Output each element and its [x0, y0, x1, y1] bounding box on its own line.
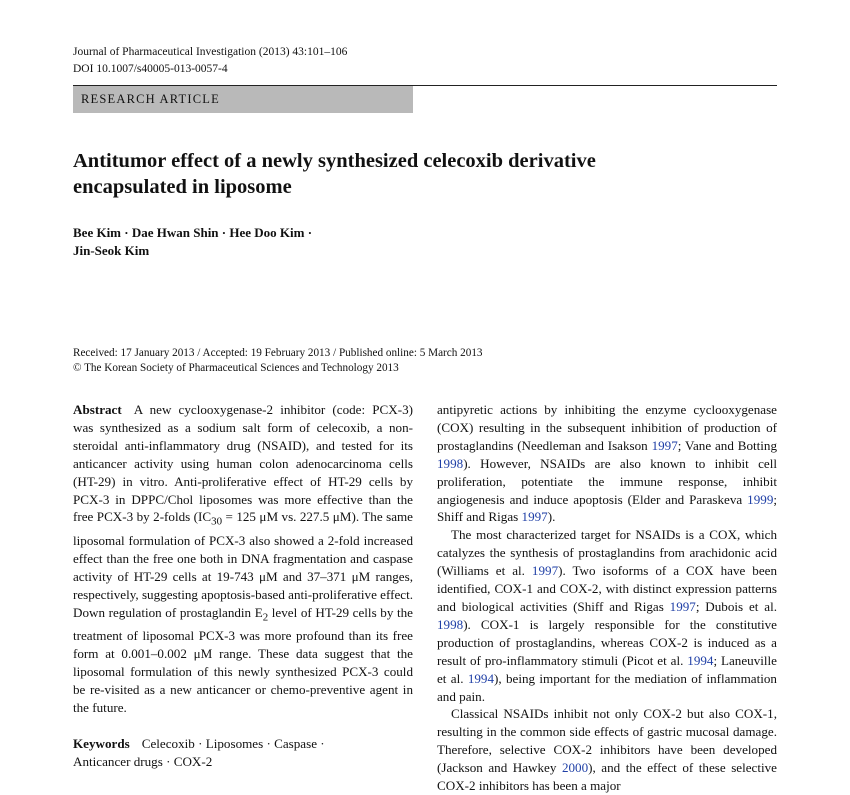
dates-line: Received: 17 January 2013 / Accepted: 19 February 2013 / Published online: 5 March 2013: [73, 347, 483, 359]
article-title: Antitumor effect of a newly synthesized celecoxib derivative encapsulated in liposome: [73, 150, 596, 198]
article-type: RESEARCH ARTICLE: [81, 92, 220, 106]
abstract-heading: Abstract: [73, 402, 122, 417]
citation-link[interactable]: 1998: [437, 616, 464, 632]
citation-link[interactable]: 1997: [521, 509, 548, 525]
doi: DOI 10.1007/s40005-013-0057-4: [73, 63, 228, 75]
keywords-line1: Celecoxib · Liposomes · Caspase ·: [141, 735, 325, 751]
left-column: [73, 401, 413, 770]
citation-link[interactable]: 1994: [467, 670, 495, 686]
citation-link[interactable]: 1998: [437, 455, 464, 471]
right-column: [437, 401, 777, 795]
keywords: [73, 735, 413, 771]
copyright-line: © The Korean Society of Pharmaceutical Sciences and Technology 2013: [73, 362, 399, 374]
journal-citation: Journal of Pharmaceutical Investigation (2013) 43:101–106: [73, 46, 348, 58]
citation-link[interactable]: 1994: [687, 652, 714, 668]
citation-link[interactable]: 1997: [531, 563, 559, 579]
paragraph-1: antipyretic actions by inhibiting the enzyme cyclooxygenase (COX) resulting in the subsequent inhibition of production of prostaglandins (Needleman and Isakson 1997; Vane and Botting 1998). However, NSAIDs are also known to inhibit cell proliferation, potentiate the immune response, inhibit angiogenesis and induce apoptosis (Elder and Paraskeva 1999; Shiff and Rigas 1997).: [437, 402, 777, 525]
abstract: Abstract A new cyclooxygenase-2 inhibitor (code: PCX-3) was synthesized as a sodium salt form of celecoxib, a non-steroidal anti-inflammatory drug (NSAID), and tested for its anticancer activity using human colon adenocarcinoma cells (HT-29) in vitro. Anti-proliferative effect of HT-29 cells by PCX-3 in DPPC/Chol liposomes was more effective than the free PCX-3 by 2-folds ($IC_{30} = 125$ μM vs. 227.5 μM). The same liposomal formulation of PCX-3 also showed a 2-fold increased effect than the free one both in DNA fragmentation and caspase activity of HT-29 cells at 19-743 μM and 37–371 μM ranges, respectively, suggesting apoptosis-based anti-proliferative effect. Down regulation of prostaglandin $E_2$ level of HT-29 cells by the treatment of liposomal PCX-3 was more profound than its free form at 0.001–0.002 μM range. These data suggest that the liposomal formulation of this newly synthesized PCX-3 could be re-visited as a new anticancer or chemo-preventive agent in the future.: [73, 402, 413, 715]
citation-link[interactable]: 1999: [747, 491, 774, 507]
keywords-heading: Keywords: [73, 735, 130, 751]
authors: Bee Kim · Dae Hwan Shin · Hee Doo Kim · Jin-Seok Kim: [73, 225, 313, 258]
citation-link[interactable]: 1997: [669, 598, 696, 614]
citation-link[interactable]: 1997: [651, 437, 678, 453]
citation-link[interactable]: 2000: [561, 760, 589, 776]
publication-dates: [73, 346, 483, 376]
article-type-bar: [73, 86, 413, 113]
paragraph-3: Classical NSAIDs inhibit not only COX-2 but also COX-1, resulting in the common side effects of gastric mucosal damage. Therefore, selective COX-2 inhibitors have been developed (Jackson and Hawkey 2000), and the effect of these selective COX-2 inhibitors has been a major: [437, 706, 777, 794]
journal-header: [73, 44, 347, 78]
keywords-line2: Anticancer drugs · COX-2: [73, 753, 213, 769]
paragraph-2: The most characterized target for NSAIDs is a COX, which catalyzes the synthesis of prostaglandins from arachidonic acid (Williams et al. 1997). Two isoforms of a COX have been identified, COX-1 and COX-2, with distinct expression patterns and biological activities (Shiff and Rigas 1997; Dubois et al. 1998). COX-1 is largely responsible for the constitutive production of prostaglandins, whereas COX-2 is induced as a result of pro-inflammatory stimuli (Picot et al. 1994; Laneuville et al. 1994), being important for the mediation of inflammation and pain.: [437, 527, 777, 704]
